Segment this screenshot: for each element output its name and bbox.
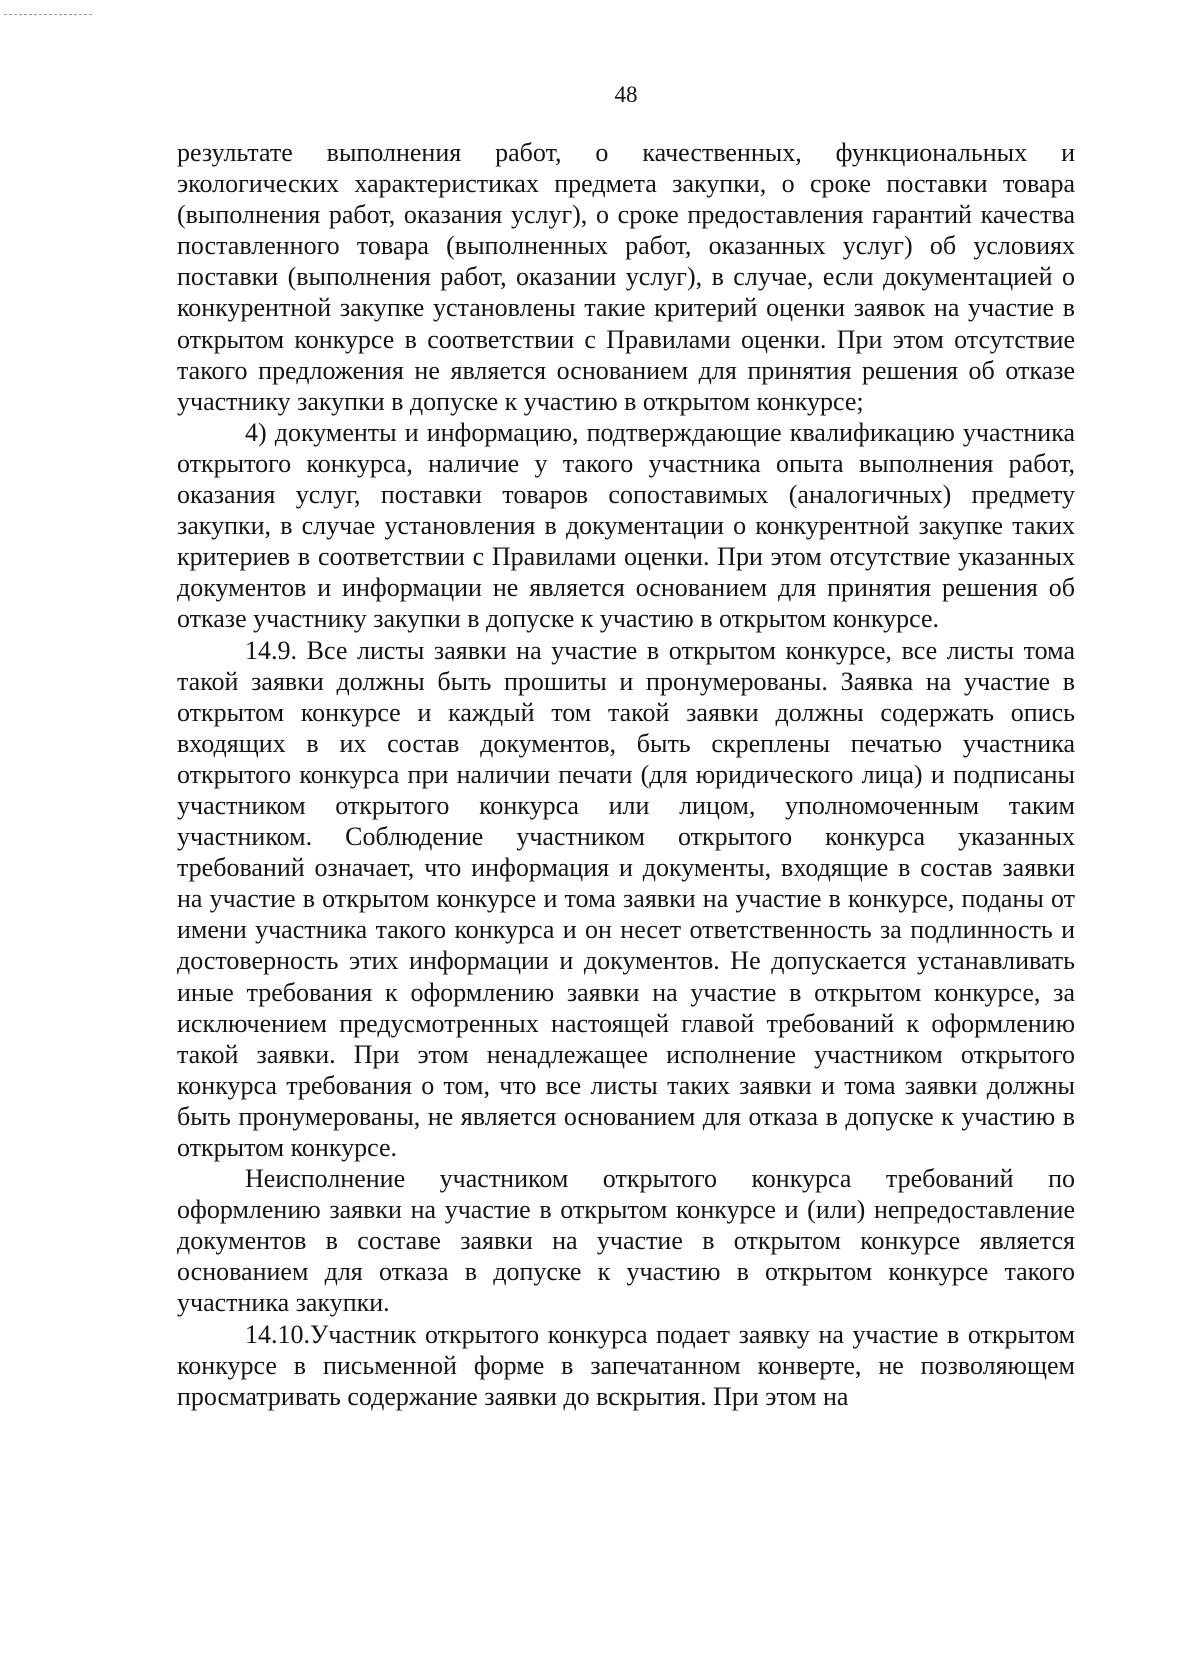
paragraph-item-4: 4) документы и информацию, подтверждающие квалификацию участника открытого конкурса, наличие у такого участника опыта выполнения работ, оказания услуг, поставки товаров сопоставимых (аналогичных) предмету закупки, в случае установления в документации о конкурентной закупке таких критериев в соответствии с Правилами оценки. При этом отсутствие указанных документов и информации не является основанием для принятия решения об отказе участнику закупки в допуске к участию в открытом конкурсе. xyxy=(177,417,1075,634)
paragraph-14-9: 14.9. Все листы заявки на участие в открытом конкурсе, все листы тома такой заявки должны быть прошиты и пронумерованы. Заявка на участие в открытом конкурсе и каждый том такой заявки должны содержать опись входящих в их состав документов, быть скреплены печатью участника открытого конкурса при наличии печати (для юридического лица) и подписаны участником открытого конкурса или лицом, уполномоченным таким участником. Соблюдение участником открытого конкурса указанных требований означает, что информация и документы, входящие в состав заявки на участие в открытом конкурсе и тома заявки на участие в конкурсе, поданы от имени участника такого конкурса и он несет ответственность за подлинность и достоверность этих информации и документов. Не допускается устанавливать иные требования к оформлению заявки на участие в открытом конкурсе, за исключением предусмотренных настоящей главой требований к оформлению такой заявки. При этом ненадлежащее исполнение участником открытого конкурса требования о том, что все листы таких заявки и тома заявки должны быть пронумерованы, не является основанием для отказа в допуске к участию в открытом конкурсе. xyxy=(177,635,1075,1162)
scan-edge-mark xyxy=(4,14,92,15)
paragraph-14-10: 14.10.Участник открытого конкурса подает заявку на участие в открытом конкурсе в письменной форме в запечатанном конверте, не позволяющем просматривать содержание заявки до вскрытия. При этом на xyxy=(177,1319,1075,1411)
page-number: 48 xyxy=(614,82,638,107)
document-body xyxy=(177,137,1075,1412)
paragraph-non-compliance: Неисполнение участником открытого конкурса требований по оформлению заявки на участие в открытом конкурсе и (или) непредоставление документов в составе заявки на участие в открытом конкурсе является основанием для отказа в допуске к участию в открытом конкурсе такого участника закупки. xyxy=(177,1164,1075,1318)
paragraph-continuation: результате выполнения работ, о качественных, функциональных и экологических характеристиках предмета закупки, о сроке поставки товара (выполнения работ, оказания услуг), о сроке предоставления гарантий качества поставленного товара (выполненных работ, оказанных услуг) об условиях поставки (выполнения работ, оказании услуг), в случае, если документацией о конкурентной закупке установлены такие критерий оценки заявок на участие в открытом конкурсе в соответствии с Правилами оценки. При этом отсутствие такого предложения не является основанием для принятия решения об отказе участнику закупки в допуске к участию в открытом конкурсе; xyxy=(177,138,1075,416)
